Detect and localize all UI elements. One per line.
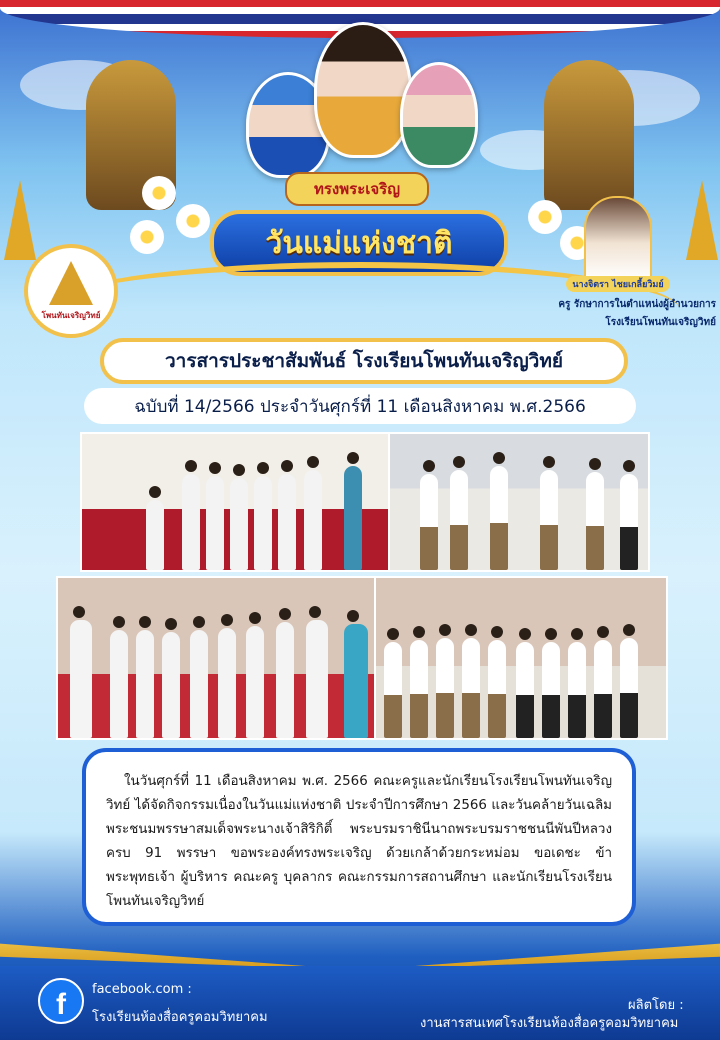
producer-name: งานสารสนเทศโรงเรียนห้องสื่อครูคอมวิทยาคม — [420, 1016, 679, 1031]
facebook-page-name[interactable]: โรงเรียนห้องสื่อครูคอมวิทยาคม — [92, 1010, 268, 1025]
facebook-icon[interactable]: f — [38, 978, 84, 1024]
article-box — [82, 748, 636, 926]
director-title-line2: โรงเรียนโพนทันเจริญวิทย์ — [605, 317, 716, 328]
gold-ribbon — [0, 926, 720, 970]
royal-portrait-center — [314, 22, 412, 158]
jasmine-flower — [528, 200, 562, 234]
facebook-label[interactable]: facebook.com : — [92, 982, 192, 997]
director-name: นางจิตรา ไชยเกลี้ยวิมย์ — [566, 276, 670, 292]
producer-label: ผลิตโดย : — [628, 998, 684, 1013]
photo-ceremony-stage — [80, 432, 390, 572]
director-caption — [520, 296, 716, 332]
logo-pagoda-icon — [49, 261, 93, 305]
photo-teachers-group — [56, 576, 376, 740]
issue-line: ฉบับที่ 14/2566 ประจำวันศุกร์ที่ 11 เดือนสิงหาคม พ.ศ.2566 — [84, 388, 636, 424]
pagoda-left — [4, 180, 36, 260]
newsletter-title: วารสารประชาสัมพันธ์ โรงเรียนโพนทันเจริญวิทย์ — [100, 338, 628, 384]
jasmine-flower — [130, 220, 164, 254]
royal-barge-right — [544, 60, 634, 210]
royal-portrait-right — [400, 62, 478, 168]
jasmine-flower — [176, 204, 210, 238]
jasmine-flower — [142, 176, 176, 210]
photo-students-group — [374, 576, 668, 740]
mothers-day-title: วันแม่แห่งชาติ — [210, 210, 508, 276]
photo-students-standing — [388, 432, 650, 572]
pagoda-right — [686, 180, 718, 260]
article-body: ในวันศุกร์ที่ 11 เดือนสิงหาคม พ.ศ. 2566 คณะครูและนักเรียนโรงเรียนโพนทันเจริญวิทย์ ได้จัดกิจกรรมเนื่องในวันแม่แห่งชาติ ประจำปีการศึกษา 2566 และวันคล้ายวันเฉลิมพระชนมพรรษาสมเด็จพระนางเจ้าสิริกิติ์ พระบรมราชินีนาถพระบรมราชชนนีพันปีหลวง ครบ 91 พรรษา ขอพระองค์ทรงพระเจริญ ด้วยเกล้าด้วยกระหม่อม ขอเดชะ ข้าพระพุทธเจ้า ผู้บริหาร คณะครู บุคลากร คณะกรรมการสถานศึกษา และนักเรียนโรงเรียนโพนทันเจริญวิทย์ — [106, 774, 612, 909]
director-title-line1: ครู รักษาการในตำแหน่งผู้อำนวยการ — [558, 299, 716, 310]
director-photo — [584, 196, 652, 282]
tribute-ribbon: ทรงพระเจริญ — [285, 172, 429, 206]
school-logo-text: โพนทันเจริญวิทย์ — [41, 311, 101, 320]
school-logo — [24, 244, 118, 338]
